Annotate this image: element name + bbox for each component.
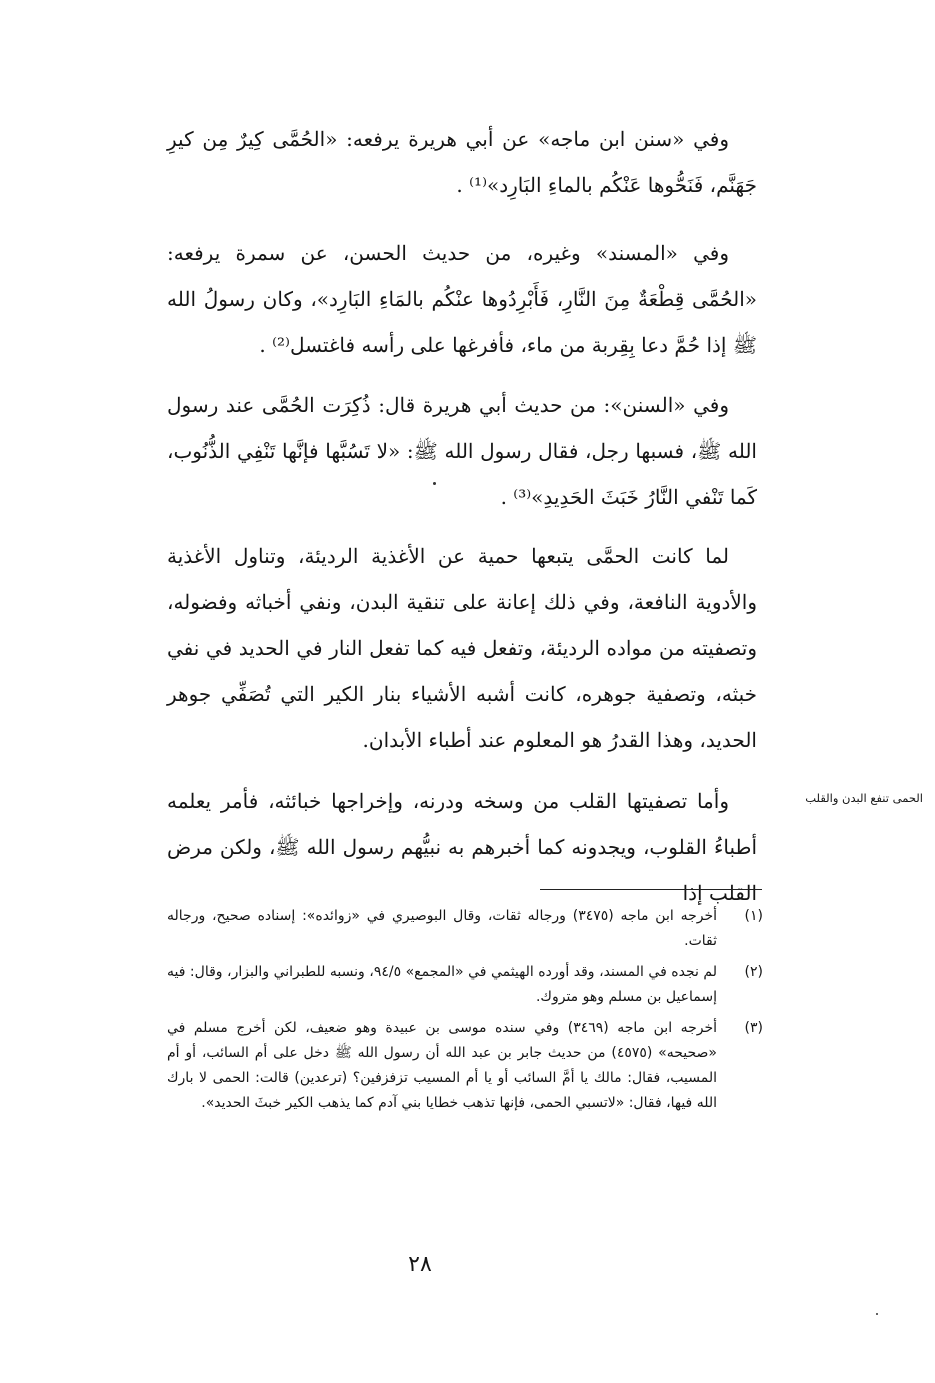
footnote-number: (٢): [744, 964, 763, 980]
paragraph-musnad-hadith: وفي «المسند» وغيره، من حديث الحسن، عن سمرة يرفعه: «الحُمَّى قِطْعَةٌ مِنَ النَّارِ، فَأَبْرِدُوها عنْكُم بالمَاءِ البَارِد»، وكان رسولُ الله ﷺ إذا حُمَّ دعا بِقِربة من ماء، فأفرغها على رأسه فاغتسل⁽²⁾ .: [167, 241, 757, 357]
page-number: ٢٨: [408, 1252, 432, 1277]
footnote-text: أخرجه ابن ماجه (٣٤٦٩) وفي سنده موسى بن عبيدة وهو ضعيف، لكن أخرج مسلم في «صحيحه» (٤٥٧٥) من حديث جابر بن عبد الله أن رسول الله ﷺ دخل على أم السائب، أو أم المسيب، فقال: مالك يا أمَّ السائب أو يا أم المسيب تزفزفين؟ (ترعدين) قالت: الحمى لا بارك الله فيها، فقال: «لاتسبي الحمى، فإنها تذهب خطايا بني آدم كما يذهب الكير خبثَ الحديد».: [167, 1020, 717, 1111]
footnote-divider: [540, 889, 762, 890]
paragraph-ibn-majah-hadith: وفي «سنن ابن ماجه» عن أبي هريرة يرفعه: «الحُمَّى كِيرٌ مِن كيرِ جَهَنَّم، فَنَحُّوها عَنْكُم بالماءِ البَارِد»⁽¹⁾ .: [167, 127, 757, 197]
print-speck: [433, 482, 436, 485]
footnote-item: [167, 960, 763, 1010]
footnote-text: لم نجده في المسند، وقد أورده الهيثمي في «المجمع» ٩٤/٥، ونسبه للطبراني والبزار، وقال: فيه إسماعيل بن مسلم وهو متروك.: [167, 964, 718, 1005]
margin-heading: الحمى تنفع البدن والقلب: [805, 791, 923, 805]
footnote-number: (٣): [744, 1020, 763, 1036]
footnote-item: [167, 1016, 763, 1116]
paragraph-fever-diet: لما كانت الحمَّى يتبعها حمية عن الأغذية الرديئة، وتناول الأغذية والأدوية النافعة، وفي ذلك إعانة على تنقية البدن، ونفي أخباثه وفضوله، وتصفيته من مواده الرديئة، وتفعل فيه كما تفعل النار في الحديد في نفي خبثه، وتصفية جوهره، كانت أشبه الأشياء بنار الكير التي تُصَفِّي جوهر الحديد، وهذا القدرُ هو المعلوم عند أطباء الأبدان.: [167, 544, 757, 752]
footnotes: [167, 904, 763, 1122]
print-speck: [876, 1313, 878, 1315]
footnote-text: أخرجه ابن ماجه (٣٤٧٥) ورجاله ثقات، وقال البوصيري في «زوائده»: إسناده صحيح، ورجاله ثقات.: [167, 908, 718, 949]
paragraph-heart-purification: وأما تصفيتها القلب من وسخه ودرنه، وإخراجها خبائثه، فأمر يعلمه أطباءُ القلوب، ويجدونه كما أخبرهم به نبيُّهم رسول الله ﷺ، ولكن مرض القلب إذا: [167, 789, 757, 905]
footnote-item: [167, 904, 763, 954]
paragraph-sunan-hadith: وفي «السنن»: من حديث أبي هريرة قال: ذُكِرَت الحُمَّى عند رسول الله ﷺ، فسبها رجل، فقال رسول الله ﷺ: «لا تَسُبَّها فإنَّها تَنْفِي الذُّنُوب، كَما تَنْفي النَّارُ خَبَثَ الحَدِيدِ»⁽³⁾ .: [167, 393, 757, 509]
footnote-number: (١): [744, 908, 763, 924]
